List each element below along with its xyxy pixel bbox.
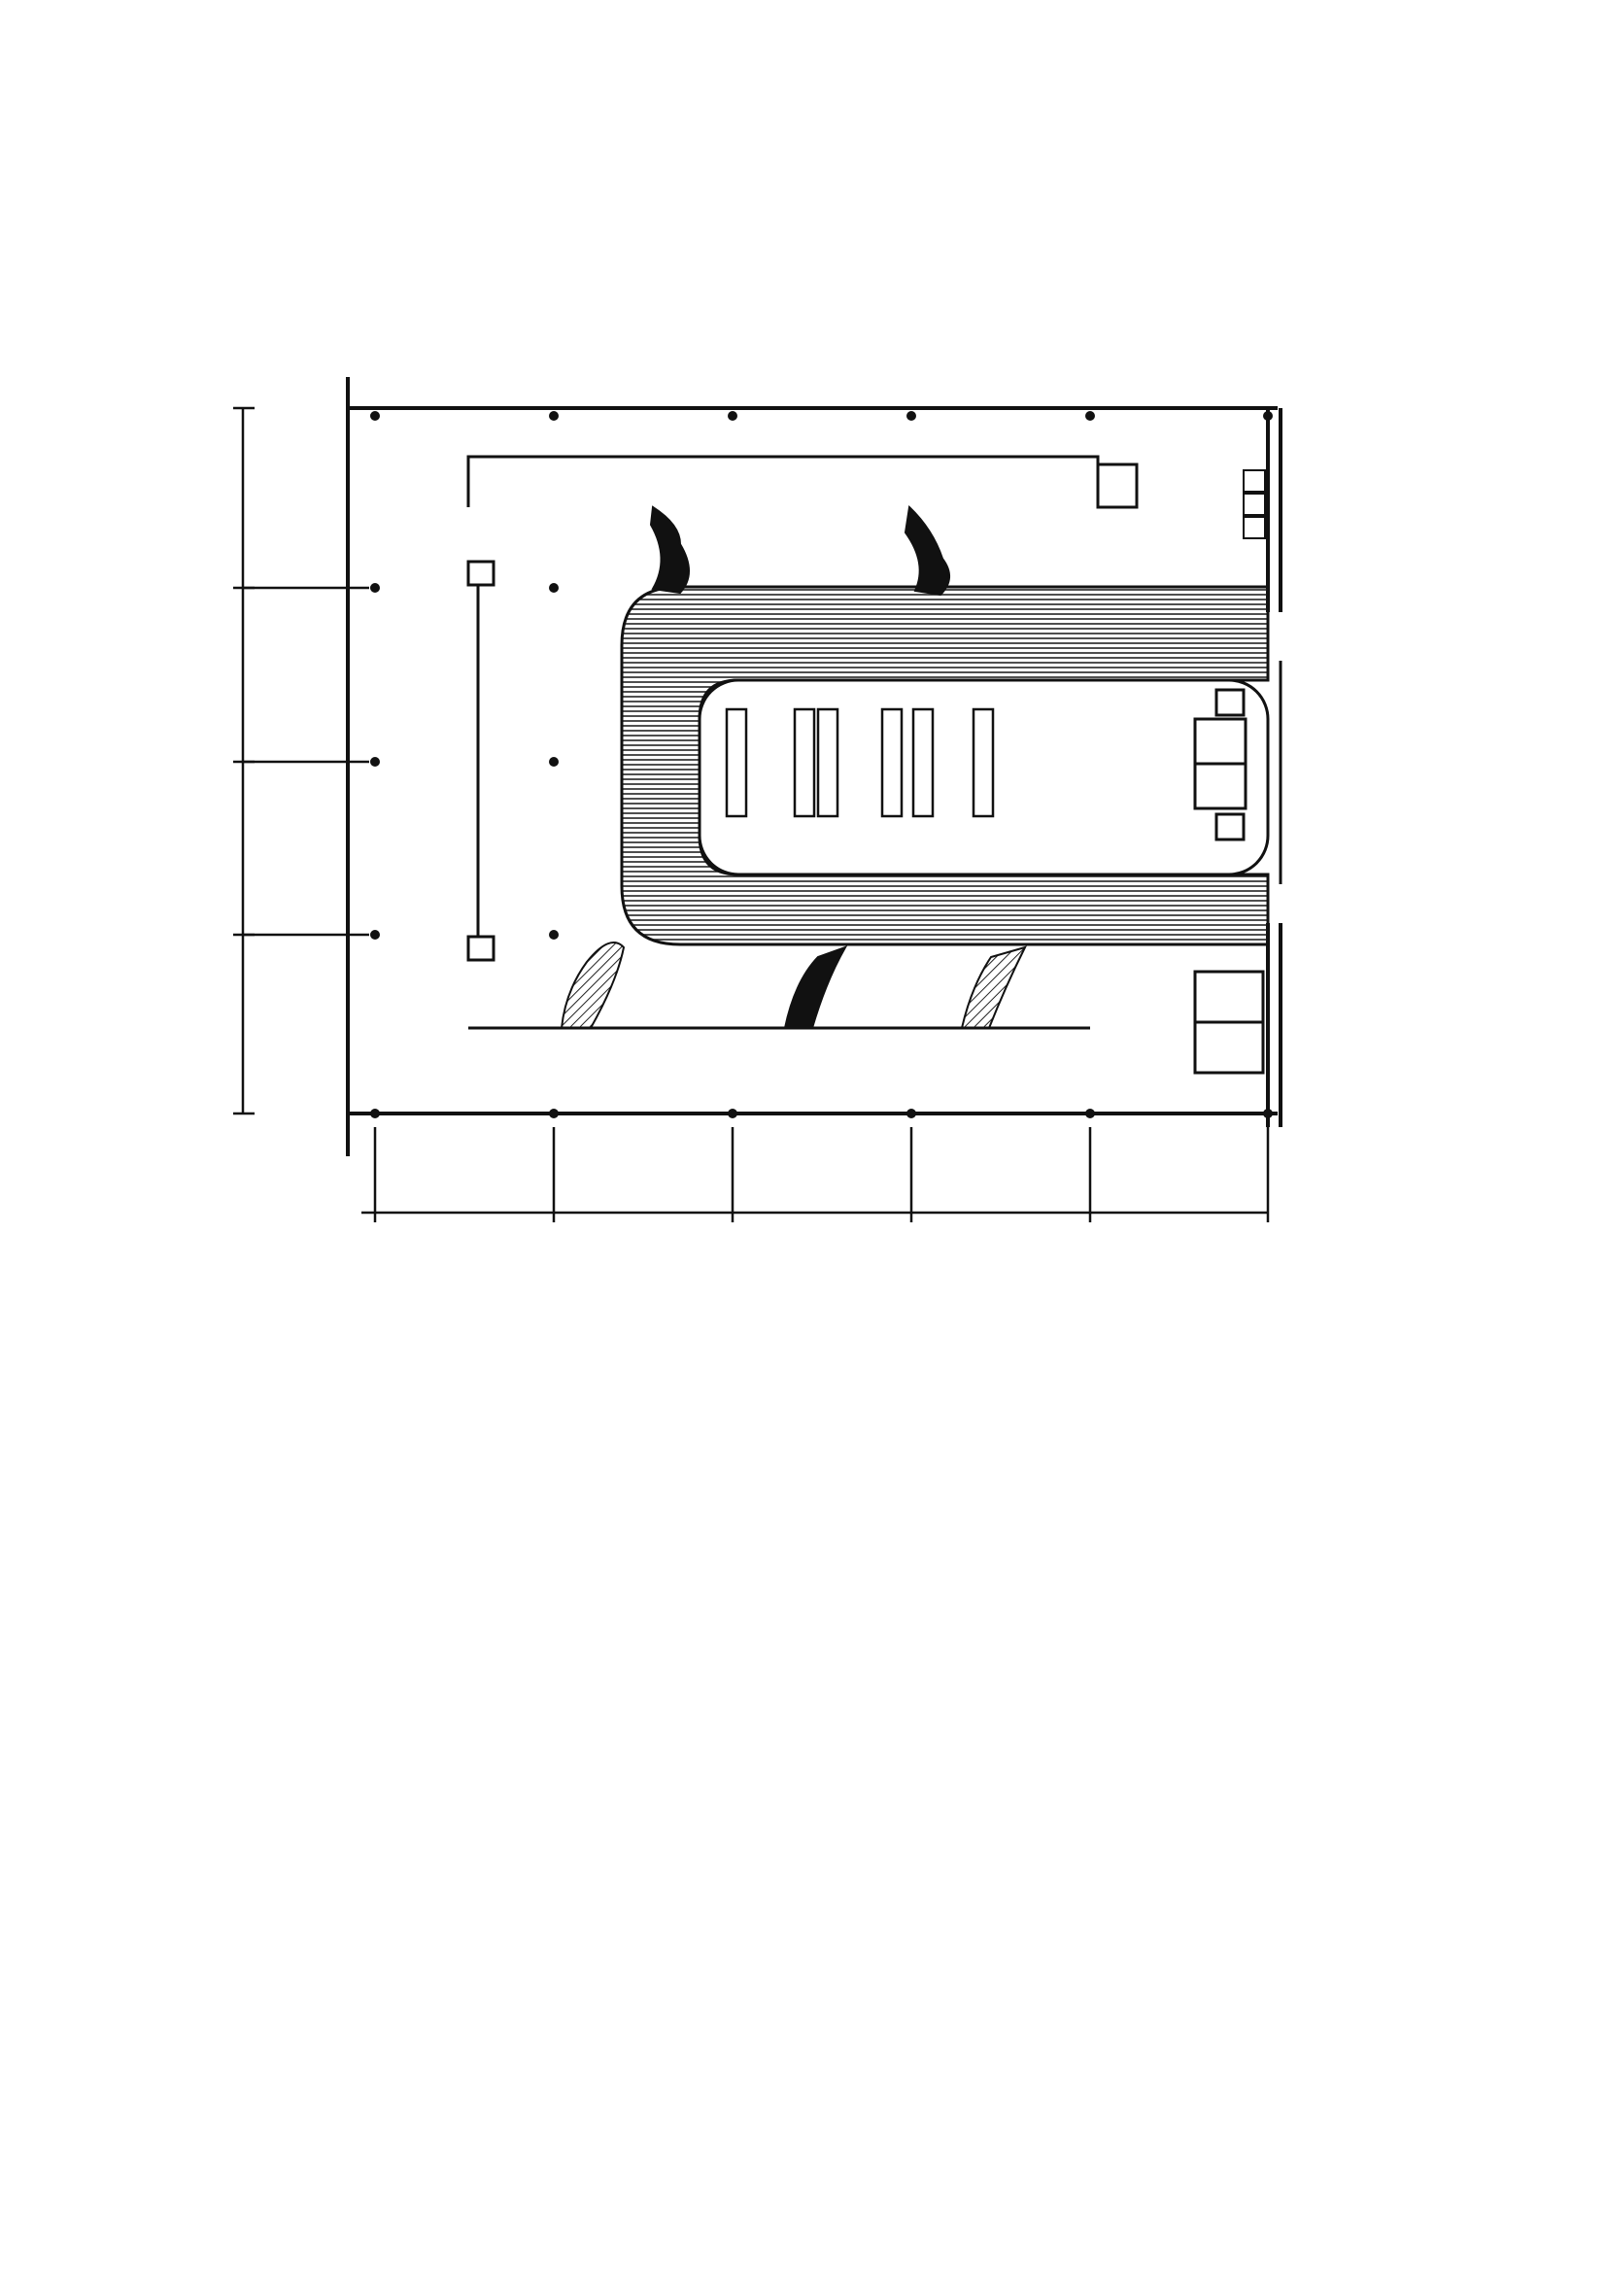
central-seating-island: [622, 587, 1268, 944]
kiosks: [1195, 972, 1263, 1073]
tv-info-system: [468, 562, 494, 960]
horizontal-dimension-line: [361, 1127, 1268, 1222]
soda-machines: [1244, 470, 1265, 538]
top-cashier-row: [468, 457, 1137, 507]
